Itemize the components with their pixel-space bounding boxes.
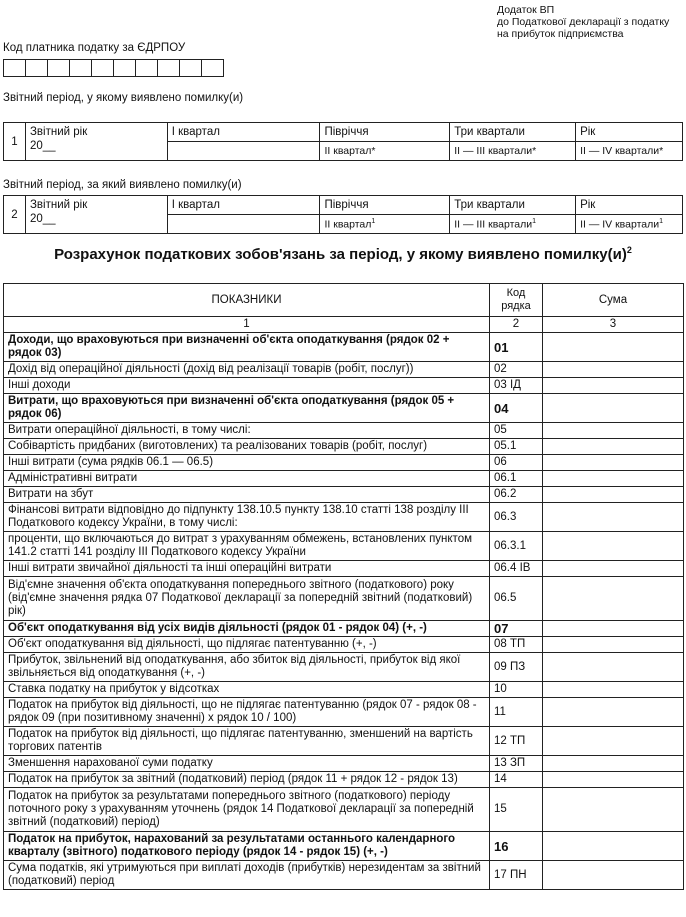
- calculation-body: [4, 333, 684, 890]
- section2-label: Звітний період, за який виявлено помилку(и): [3, 179, 242, 191]
- row-indicator: Податок на прибуток, нарахований за результатами останнього календарного кварталу (звітного) податкового періоду (рядок 14 - рядок 15) (+, -): [4, 832, 490, 861]
- section2-year-cell[interactable]: [25, 196, 167, 234]
- row-indicator: Інші витрати звичайної діяльності та інші операційні витрати: [4, 561, 490, 577]
- section1-year-cell[interactable]: [25, 123, 167, 161]
- section2-q2-q4-cell[interactable]: [576, 215, 683, 234]
- row-code: 06.4 ІВ: [490, 561, 543, 577]
- section1-label: Звітний період, у якому виявлено помилку(и): [3, 92, 244, 104]
- table-row: [4, 362, 684, 378]
- edrpou-cell[interactable]: [48, 60, 70, 77]
- row-sum-input[interactable]: [543, 378, 684, 394]
- section2-year-value: 20__: [29, 213, 56, 225]
- edrpou-cell[interactable]: [114, 60, 136, 77]
- section2-footnote-mark: 1: [659, 217, 664, 225]
- row-code: 09 ПЗ: [490, 653, 543, 682]
- section2-q1-empty[interactable]: [167, 215, 320, 234]
- row-sum-input[interactable]: [543, 423, 684, 439]
- row-indicator: Витрати на збут: [4, 487, 490, 503]
- row-sum-input[interactable]: [543, 561, 684, 577]
- edrpou-cells: [3, 59, 224, 77]
- section1-year[interactable]: Рік: [576, 123, 683, 142]
- table-row: [4, 698, 684, 727]
- table-row: [4, 333, 684, 362]
- table-row: [4, 772, 684, 788]
- section2-q2: II квартал: [324, 218, 372, 231]
- section1-q1[interactable]: I квартал: [167, 123, 320, 142]
- header-code: Код рядка: [490, 284, 543, 317]
- row-indicator: Ставка податку на прибуток у відсотках: [4, 682, 490, 698]
- row-code: 02: [490, 362, 543, 378]
- row-sum-input[interactable]: [543, 861, 684, 890]
- row-code: 14: [490, 772, 543, 788]
- row-indicator: Податок на прибуток від діяльності, що підлягає патентуванню, зменшений на вартість торгових патентів: [4, 727, 490, 756]
- row-sum-input[interactable]: [543, 471, 684, 487]
- section1-half[interactable]: Півріччя: [320, 123, 450, 142]
- row-indicator: Адміністративні витрати: [4, 471, 490, 487]
- page-title: [0, 245, 686, 263]
- row-indicator: Податок на прибуток за звітний (податковий) період (рядок 11 + рядок 12 - рядок 13): [4, 772, 490, 788]
- row-indicator: Інші доходи: [4, 378, 490, 394]
- table-row: [4, 455, 684, 471]
- row-sum-input[interactable]: [543, 653, 684, 682]
- section1-q1-empty[interactable]: [167, 142, 320, 161]
- section2-row-number: 2: [4, 196, 26, 234]
- edrpou-label: Код платника податку за ЄДРПОУ: [3, 42, 186, 54]
- row-code: 05.1: [490, 439, 543, 455]
- row-indicator: проценти, що включаються до витрат з урахуванням обмежень, встановлених пунктом 141.2 статті 141 розділу III Податкового кодексу України: [4, 532, 490, 561]
- row-code: 01: [490, 333, 543, 362]
- table-row: [4, 861, 684, 890]
- row-indicator: Фінансові витрати відповідно до підпункту 138.10.5 пункту 138.10 статті 138 розділу III Податкового кодексу України, в тому числі:: [4, 503, 490, 532]
- edrpou-cell[interactable]: [26, 60, 48, 77]
- section1-year-label: Звітний рік: [29, 126, 88, 138]
- section2-period-table: [3, 195, 683, 234]
- section1-year-value: 20__: [29, 140, 56, 152]
- section2-footnote-mark: 1: [532, 217, 537, 225]
- header-indicators: ПОКАЗНИКИ: [4, 284, 490, 317]
- section1-three-quarters[interactable]: Три квартали: [450, 123, 576, 142]
- table-row: [4, 756, 684, 772]
- title-text: Розрахунок податкових зобов'язань за період, у якому виявлено помилку(и): [54, 246, 627, 263]
- table-row: [4, 439, 684, 455]
- edrpou-cell[interactable]: [4, 60, 26, 77]
- edrpou-cell[interactable]: [180, 60, 202, 77]
- table-row: [4, 394, 684, 423]
- table-row: [4, 621, 684, 637]
- section2-q2-cell[interactable]: [320, 215, 450, 234]
- calculation-table: [3, 283, 684, 890]
- section2-year[interactable]: Рік: [576, 196, 683, 215]
- row-sum-input[interactable]: [543, 577, 684, 621]
- row-sum-input[interactable]: [543, 772, 684, 788]
- row-indicator: Об'єкт оподаткування від усіх видів діяльності (рядок 01 - рядок 04) (+, -): [4, 621, 490, 637]
- section1-row-number: 1: [4, 123, 26, 161]
- section2-q2-q4: II — IV квартали: [580, 218, 660, 231]
- row-indicator: Податок на прибуток від діяльності, що не підлягає патентуванню (рядок 07 - рядок 08 - рядок 09 (при позитивному значенні) х рядок 10 / 100): [4, 698, 490, 727]
- row-sum-input[interactable]: [543, 333, 684, 362]
- section1-q2-q3[interactable]: II — III квартали*: [450, 142, 576, 161]
- section2-q1[interactable]: I квартал: [167, 196, 320, 215]
- section1-q2-q4[interactable]: II — IV квартали*: [576, 142, 683, 161]
- table-row: [4, 487, 684, 503]
- row-indicator: Прибуток, звільнений від оподаткування, або збиток від діяльності, прибуток від якої звільняється від оподаткування (+, -): [4, 653, 490, 682]
- table-row: [4, 471, 684, 487]
- table-row: [4, 532, 684, 561]
- row-sum-input[interactable]: [543, 621, 684, 637]
- row-sum-input[interactable]: [543, 503, 684, 532]
- row-code: 12 ТП: [490, 727, 543, 756]
- row-code: 06.1: [490, 471, 543, 487]
- edrpou-cell[interactable]: [158, 60, 180, 77]
- section2-three-quarters[interactable]: Три квартали: [450, 196, 576, 215]
- row-code: 06.2: [490, 487, 543, 503]
- row-code: 15: [490, 788, 543, 832]
- table-row: [4, 637, 684, 653]
- table-row: [4, 561, 684, 577]
- appendix-line-3: на прибуток підприємства: [497, 28, 624, 40]
- table-row: [4, 653, 684, 682]
- table-row: [4, 788, 684, 832]
- row-indicator: Дохід від операційної діяльності (дохід від реалізації товарів (робіт, послуг)): [4, 362, 490, 378]
- row-indicator: Витрати, що враховуються при визначенні об'єкта оподаткування (рядок 05 + рядок 06): [4, 394, 490, 423]
- row-sum-input[interactable]: [543, 832, 684, 861]
- table-row: [4, 503, 684, 532]
- row-code: 16: [490, 832, 543, 861]
- edrpou-cell[interactable]: [70, 60, 92, 77]
- column-number-2: 2: [490, 317, 543, 333]
- title-footnote: 2: [626, 245, 632, 255]
- row-sum-input[interactable]: [543, 727, 684, 756]
- row-sum-input[interactable]: [543, 637, 684, 653]
- row-indicator: Собівартість придбаних (виготовлених) та реалізованих товарів (робіт, послуг): [4, 439, 490, 455]
- row-code: 08 ТП: [490, 637, 543, 653]
- row-sum-input[interactable]: [543, 532, 684, 561]
- row-sum-input[interactable]: [543, 439, 684, 455]
- row-code: 06.3: [490, 503, 543, 532]
- edrpou-cell[interactable]: [92, 60, 114, 77]
- row-code: 11: [490, 698, 543, 727]
- column-number-1: 1: [4, 317, 490, 333]
- row-code: 07: [490, 621, 543, 637]
- row-sum-input[interactable]: [543, 698, 684, 727]
- row-code: 10: [490, 682, 543, 698]
- row-sum-input[interactable]: [543, 487, 684, 503]
- table-row: [4, 682, 684, 698]
- row-sum-input[interactable]: [543, 362, 684, 378]
- edrpou-cell[interactable]: [202, 60, 224, 77]
- row-code: 03 ІД: [490, 378, 543, 394]
- appendix-line-2: до Податкової декларації з податку: [497, 16, 670, 28]
- section2-footnote-mark: 1: [371, 217, 376, 225]
- row-sum-input[interactable]: [543, 682, 684, 698]
- row-code: 06.3.1: [490, 532, 543, 561]
- row-code: 13 ЗП: [490, 756, 543, 772]
- table-row: [4, 832, 684, 861]
- table-row: [4, 378, 684, 394]
- row-indicator: Витрати операційної діяльності, в тому числі:: [4, 423, 490, 439]
- header-sum: Сума: [543, 284, 684, 317]
- row-code: 04: [490, 394, 543, 423]
- row-sum-input[interactable]: [543, 455, 684, 471]
- row-indicator: Доходи, що враховуються при визначенні об'єкта оподаткування (рядок 02 + рядок 03): [4, 333, 490, 362]
- appendix-header: [497, 4, 669, 40]
- row-code: 05: [490, 423, 543, 439]
- section1-period-table: [3, 122, 683, 161]
- row-code: 06.5: [490, 577, 543, 621]
- table-row: [4, 727, 684, 756]
- row-indicator: Зменшення нарахованої суми податку: [4, 756, 490, 772]
- row-code: 06: [490, 455, 543, 471]
- column-number-3: 3: [543, 317, 684, 333]
- row-indicator: Податок на прибуток за результатами попереднього звітного (податкового) періоду поточного року з урахуванням уточнень (рядок 14 Податкової декларації за попередній звітний (податковий) період): [4, 788, 490, 832]
- section2-q2-q3: II — III квартали: [454, 218, 533, 231]
- row-indicator: Об'єкт оподаткування від діяльності, що підлягає патентуванню (+, -): [4, 637, 490, 653]
- row-indicator: Інші витрати (сума рядків 06.1 — 06.5): [4, 455, 490, 471]
- appendix-line-1: Додаток ВП: [497, 4, 555, 16]
- section2-half[interactable]: Півріччя: [320, 196, 450, 215]
- row-indicator: Сума податків, які утримуються при виплаті доходів (прибутків) нерезидентам за звітний (податковий) період: [4, 861, 490, 890]
- row-sum-input[interactable]: [543, 394, 684, 423]
- table-row: [4, 423, 684, 439]
- row-code: 17 ПН: [490, 861, 543, 890]
- row-sum-input[interactable]: [543, 756, 684, 772]
- edrpou-cell[interactable]: [136, 60, 158, 77]
- row-indicator: Від'ємне значення об'єкта оподаткування попереднього звітного (податкового) року (від'ємне значення рядка 07 Податкової декларації за попередній звітний (податковий) рік): [4, 577, 490, 621]
- table-row: [4, 577, 684, 621]
- section2-q2-q3-cell[interactable]: [450, 215, 576, 234]
- row-sum-input[interactable]: [543, 788, 684, 832]
- section2-year-label: Звітний рік: [29, 199, 88, 211]
- section1-q2[interactable]: II квартал*: [320, 142, 450, 161]
